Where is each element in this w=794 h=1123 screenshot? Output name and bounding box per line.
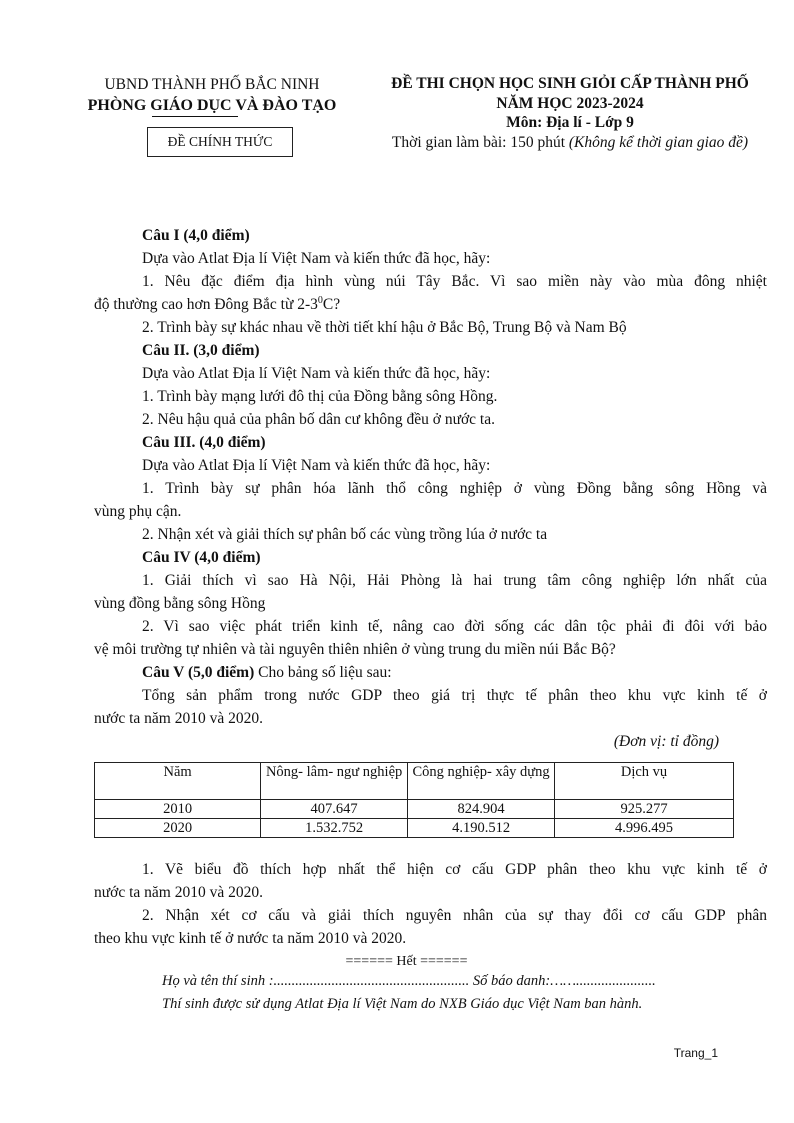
q5-title: Câu V (5,0 điểm) — [142, 664, 255, 681]
issuer-city: UBND THÀNH PHỐ BẮC NINH — [104, 76, 320, 93]
official-stamp-box: ĐỀ CHÍNH THỨC — [147, 127, 293, 157]
candidate-info-line: Họ và tên thí sinh :...................................................... Số báo danh:……...................... — [162, 973, 656, 989]
header-divider — [152, 116, 238, 117]
q4-item1-line2: vùng đồng bằng sông Hồng — [94, 595, 266, 612]
q3-item1-line2: vùng phụ cận. — [94, 503, 182, 520]
end-mark: ====== Hết ====== — [345, 954, 468, 969]
q2-title: Câu II. (3,0 điểm) — [142, 342, 260, 359]
atlas-note: Thí sinh được sử dụng Atlat Địa lí Việt Nam do NXB Giáo dục Việt Nam ban hành. — [162, 996, 643, 1012]
time-note: (Không kể thời gian giao đề) — [568, 133, 749, 151]
unit-note: (Đơn vị: tỉ đồng) — [613, 733, 719, 750]
q3-title: Câu III. (4,0 điểm) — [142, 434, 266, 451]
table-cell: 1.532.752 — [261, 819, 408, 838]
table-header-industry: Công nghiệp- xây dựng — [408, 763, 555, 800]
q2-intro: Dựa vào Atlat Địa lí Việt Nam và kiến thức đã học, hãy: — [142, 365, 491, 382]
q1-item1-unit: C? — [322, 296, 341, 313]
q4-item2-line2: vệ môi trường tự nhiên và tài nguyên thiên nhiên ở vùng trung du miền núi Bắc Bộ? — [94, 641, 616, 658]
q5-item2-line1: 2. Nhận xét cơ cấu và giải thích nguyên nhân của sự thay đổi cơ cấu GDP phân — [142, 907, 767, 924]
time-limit — [358, 133, 782, 153]
table-cell: 4.190.512 — [408, 819, 555, 838]
q4-item2-line1: 2. Vì sao việc phát triển kinh tế, nâng cao đời sống các dân tộc phải đi đôi với bảo — [142, 618, 767, 635]
exam-title: ĐỀ THI CHỌN HỌC SINH GIỎI CẤP THÀNH PHỐ — [391, 75, 749, 92]
table-row — [95, 819, 734, 838]
page-number: Trang_1 — [673, 1046, 718, 1060]
table-cell: 2020 — [95, 819, 261, 838]
table-cell: 407.647 — [261, 800, 408, 819]
q5-desc-line2: nước ta năm 2010 và 2020. — [94, 710, 263, 727]
q4-item1-line1: 1. Giải thích vì sao Hà Nội, Hải Phòng là hai trung tâm công nghiệp lớn nhất của — [142, 572, 767, 589]
q2-item2: 2. Nêu hậu quả của phân bố dân cư không đều ở nước ta. — [142, 411, 495, 428]
q3-item2: 2. Nhận xét và giải thích sự phân bố các vùng trồng lúa ở nước ta — [142, 526, 548, 543]
q5-desc-line1: Tổng sản phẩm trong nước GDP theo giá trị thực tế phân theo khu vực kinh tế ở — [142, 687, 767, 704]
q4-title: Câu IV (4,0 điểm) — [142, 549, 261, 566]
q5-item1-line1: 1. Vẽ biểu đồ thích hợp nhất thể hiện cơ cấu GDP phân theo khu vực kinh tế ở — [142, 861, 767, 878]
q2-item1: 1. Trình bày mạng lưới đô thị của Đồng bằng sông Hồng. — [142, 388, 498, 405]
table-header-services: Dịch vụ — [555, 763, 734, 800]
q5-item2-line2: theo khu vực kinh tế ở nước ta năm 2010 và 2020. — [94, 930, 407, 947]
q3-intro: Dựa vào Atlat Địa lí Việt Nam và kiến thức đã học, hãy: — [142, 457, 491, 474]
subject: Môn: Địa lí - Lớp 9 — [506, 114, 634, 131]
table-cell: 925.277 — [555, 800, 734, 819]
q5-heading — [94, 664, 767, 682]
q1-item1-line2 — [94, 296, 719, 314]
table-cell: 2010 — [95, 800, 261, 819]
time-text: Thời gian làm bài: 150 phút — [391, 133, 569, 151]
exam-title-block — [358, 74, 782, 152]
table-header-year: Năm — [95, 763, 261, 800]
q1-item1-line1: 1. Nêu đặc điểm địa hình vùng núi Tây Bắc. Vì sao miền này vào mùa đông nhiệt — [142, 273, 767, 290]
degree-superscript: 0 — [317, 294, 323, 306]
table-header-agriculture: Nông- lâm- ngư nghiệp — [261, 763, 408, 800]
gdp-table — [94, 762, 734, 838]
school-year: NĂM HỌC 2023-2024 — [496, 94, 644, 112]
q1-title: Câu I (4,0 điểm) — [142, 227, 250, 244]
q5-item1-line2: nước ta năm 2010 và 2020. — [94, 884, 263, 901]
table-row — [95, 800, 734, 819]
issuer-block — [62, 74, 362, 116]
q3-item1-line1: 1. Trình bày sự phân hóa lãnh thổ công nghiệp ở vùng Đồng bằng sông Hồng và — [142, 480, 767, 497]
q1-item1-text: độ thường cao hơn Đông Bắc từ 2-3 — [94, 296, 318, 313]
table-header-row — [95, 763, 734, 800]
issuer-department: PHÒNG GIÁO DỤC VÀ ĐÀO TẠO — [87, 97, 337, 114]
q1-intro: Dựa vào Atlat Địa lí Việt Nam và kiến thức đã học, hãy: — [142, 250, 491, 267]
q5-title-rest: Cho bảng số liệu sau: — [254, 664, 392, 681]
q1-item2: 2. Trình bày sự khác nhau về thời tiết khí hậu ở Bắc Bộ, Trung Bộ và Nam Bộ — [142, 319, 627, 336]
table-cell: 824.904 — [408, 800, 555, 819]
table-cell: 4.996.495 — [555, 819, 734, 838]
